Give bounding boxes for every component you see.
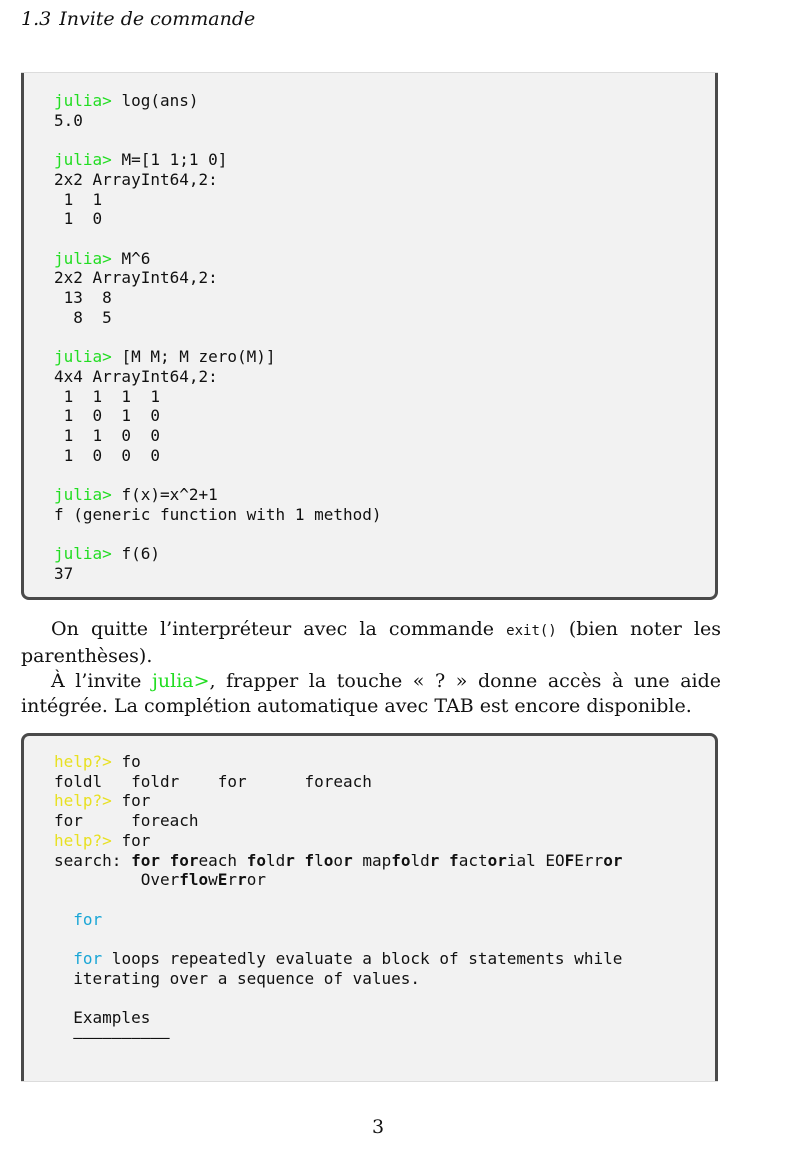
code-line <box>54 811 199 830</box>
code-line <box>54 544 160 563</box>
keyword-text: for <box>73 909 103 929</box>
julia-prompt: julia> <box>54 150 122 170</box>
code-line <box>54 170 218 189</box>
code-line <box>54 150 227 169</box>
paragraph-exit <box>21 617 721 669</box>
match-highlight: flo <box>179 870 209 890</box>
keyword-text: for <box>73 949 103 969</box>
paragraph-exit-after: (bien noter les parenthèses). <box>21 618 721 667</box>
julia-session-code-block <box>21 72 718 600</box>
match-highlight: r <box>429 850 440 870</box>
code-text: w <box>208 870 218 890</box>
code-line <box>54 446 160 465</box>
match-highlight: r <box>237 870 247 890</box>
code-text: ld <box>265 850 286 870</box>
command-text: M=[1 1;1 0] <box>121 150 228 170</box>
code-line <box>54 387 160 406</box>
code-line <box>54 111 83 130</box>
code-line <box>54 752 141 771</box>
code-line <box>54 367 218 386</box>
output-text: 5.0 <box>54 110 83 130</box>
command-text: f(x)=x^2+1 <box>121 485 218 505</box>
code-line <box>54 851 622 870</box>
code-text <box>439 851 449 870</box>
match-highlight: f <box>449 850 459 870</box>
code-line <box>54 949 622 968</box>
code-line <box>54 505 382 524</box>
output-text: 1 0 1 0 <box>54 406 160 426</box>
code-line <box>54 1028 170 1047</box>
code-text: fo <box>121 752 141 771</box>
match-highlight: for <box>131 850 160 870</box>
code-text: or <box>246 870 266 890</box>
help-prompt: help?> <box>54 830 122 850</box>
match-highlight: o <box>323 850 334 870</box>
code-line <box>54 249 150 268</box>
julia-prompt: julia> <box>54 485 122 505</box>
code-text: Examples <box>54 1008 151 1028</box>
code-text: l <box>314 850 324 870</box>
code-text: for <box>121 830 151 850</box>
code-text <box>54 910 73 929</box>
output-text: 2x2 ArrayInt64,2: <box>54 268 218 288</box>
julia-prompt: julia> <box>54 91 122 110</box>
code-line <box>54 791 150 810</box>
code-line <box>54 870 266 889</box>
code-text <box>295 851 305 870</box>
running-header <box>21 8 255 30</box>
code-line <box>54 190 102 209</box>
code-text: o <box>333 850 344 870</box>
code-text: ld <box>410 850 430 870</box>
code-text: foldl foldr for foreach <box>54 771 372 791</box>
code-line <box>54 308 112 327</box>
paragraph-help-before: À l’invite <box>51 670 152 692</box>
command-text: [M M; M zero(M)] <box>121 347 276 367</box>
section-number: 1.3 <box>21 8 52 30</box>
page-number: 3 <box>371 1116 385 1138</box>
output-text: f (generic function with 1 method) <box>54 504 382 524</box>
match-highlight: r <box>343 850 353 870</box>
code-line <box>54 910 102 929</box>
output-text: 1 0 0 0 <box>54 445 160 465</box>
paragraph-help-after: , frapper la touche « ? » donne accès à une aide intégrée. La complétion automatique avec TAB est encore disponible. <box>21 670 722 717</box>
output-text: 1 0 <box>54 209 103 229</box>
code-text: ial EO <box>506 850 565 870</box>
code-line <box>54 1008 150 1027</box>
inline-code-exit: exit() <box>506 623 557 639</box>
match-highlight: E <box>217 870 228 890</box>
help-prompt: help?> <box>54 752 122 771</box>
code-text <box>160 851 170 870</box>
output-text: 8 5 <box>54 307 112 327</box>
code-text: each <box>198 850 247 870</box>
help-prompt: help?> <box>54 791 122 811</box>
julia-session-code <box>54 91 382 584</box>
match-highlight: for <box>169 850 199 870</box>
code-text: loops repeatedly evaluate a block of statements while <box>102 949 623 969</box>
section-title: Invite de commande <box>59 8 256 30</box>
command-text: log(ans) <box>121 91 199 110</box>
code-line <box>54 268 218 287</box>
output-text: 1 1 <box>54 189 103 209</box>
code-text: for foreach <box>54 811 199 831</box>
code-line <box>54 91 199 110</box>
code-text: Over <box>54 870 180 890</box>
code-text: Err <box>574 850 604 870</box>
match-highlight: r <box>285 850 295 870</box>
code-line <box>54 426 160 445</box>
help-mode-code <box>54 752 622 1048</box>
code-text: –––––––––– <box>54 1027 170 1047</box>
match-highlight: fo <box>246 850 266 870</box>
code-line <box>54 485 218 504</box>
julia-prompt: julia> <box>54 248 122 268</box>
help-mode-code-block <box>21 733 718 1082</box>
command-text: M^6 <box>121 248 151 268</box>
julia-prompt: julia> <box>54 544 122 564</box>
code-line <box>54 209 102 228</box>
output-text: 13 8 <box>54 288 112 308</box>
match-highlight: or <box>603 850 623 870</box>
code-line <box>54 772 372 791</box>
code-line <box>54 969 420 988</box>
code-text <box>54 949 73 968</box>
match-highlight: fo <box>391 850 411 870</box>
code-text: iterating over a sequence of values. <box>54 968 421 988</box>
match-highlight: f <box>304 850 315 870</box>
match-highlight: F <box>564 850 575 870</box>
code-line <box>54 406 160 425</box>
julia-prompt: julia> <box>54 347 122 367</box>
output-text: 1 1 0 0 <box>54 425 160 445</box>
paragraph-help <box>21 669 721 719</box>
output-text: 37 <box>54 563 74 583</box>
code-text: r <box>227 870 238 890</box>
inline-prompt-julia: julia> <box>152 670 210 692</box>
code-line <box>54 288 112 307</box>
code-text: for <box>121 791 151 811</box>
code-text: map <box>352 850 392 870</box>
command-text: f(6) <box>121 544 160 564</box>
output-text: 2x2 ArrayInt64,2: <box>54 169 218 189</box>
code-text: act <box>458 850 488 870</box>
code-line <box>54 347 276 366</box>
code-text: search: <box>54 850 132 870</box>
code-line <box>54 564 73 583</box>
code-line <box>54 831 150 850</box>
output-text: 4x4 ArrayInt64,2: <box>54 366 218 386</box>
match-highlight: or <box>487 850 507 870</box>
output-text: 1 1 1 1 <box>54 386 160 406</box>
paragraph-exit-before: On quitte l’interpréteur avec la commande <box>51 618 507 640</box>
